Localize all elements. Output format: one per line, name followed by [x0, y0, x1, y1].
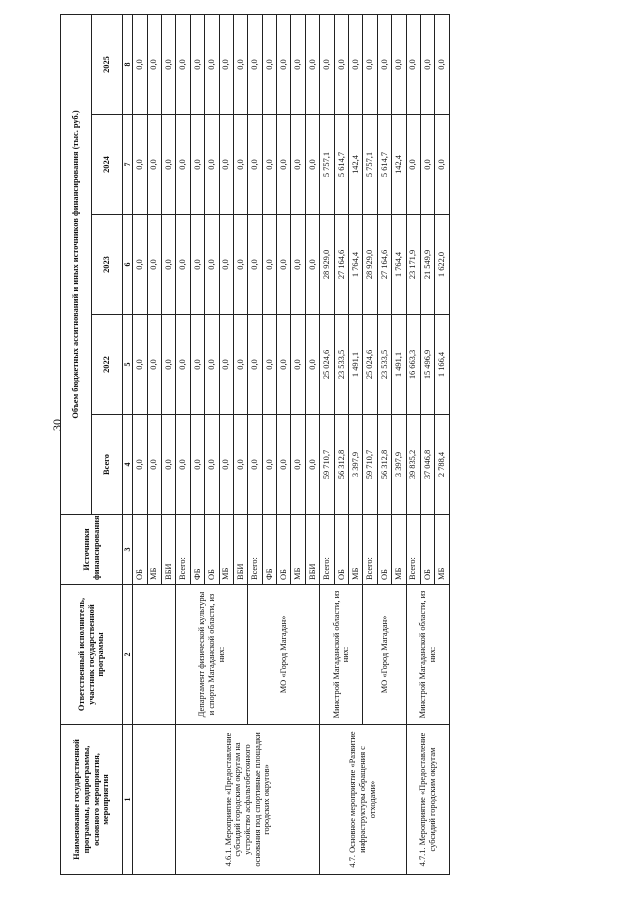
value-cell: 23 171,9 — [406, 215, 420, 315]
value-cell: 0,0 — [190, 415, 204, 515]
source-cell: МБ — [219, 515, 233, 585]
value-cell: 27 164,6 — [377, 215, 391, 315]
value-cell: 0,0 — [147, 415, 161, 515]
value-cell: 0,0 — [176, 115, 190, 215]
value-cell: 0,0 — [291, 315, 305, 415]
value-cell: 0,0 — [406, 15, 420, 115]
executor-cell: МО «Город Магадан» — [248, 585, 320, 725]
executor-cell: МО «Город Магадан» — [363, 585, 406, 725]
value-cell: 3 397,9 — [392, 415, 406, 515]
value-cell: 5 757,1 — [363, 115, 377, 215]
value-cell: 0,0 — [305, 15, 319, 115]
value-cell: 2 788,4 — [435, 415, 449, 515]
value-cell: 3 397,9 — [349, 415, 363, 515]
value-cell: 0,0 — [176, 15, 190, 115]
value-cell: 56 312,8 — [334, 415, 348, 515]
value-cell: 0,0 — [421, 15, 435, 115]
value-cell: 0,0 — [291, 15, 305, 115]
source-cell: ОБ — [377, 515, 391, 585]
value-cell: 142,4 — [392, 115, 406, 215]
page-number: 30 — [50, 419, 64, 431]
value-cell: 0,0 — [421, 115, 435, 215]
value-cell: 0,0 — [219, 215, 233, 315]
header-source: Источники финансирования — [61, 515, 123, 585]
source-cell: МБ — [291, 515, 305, 585]
source-cell: ОБ — [421, 515, 435, 585]
value-cell: 5 614,7 — [334, 115, 348, 215]
table-row — [176, 15, 190, 875]
column-index: 1 — [123, 725, 133, 875]
value-cell: 0,0 — [161, 115, 175, 215]
value-cell: 0,0 — [133, 215, 147, 315]
source-cell: Всего: — [320, 515, 334, 585]
header-executor: Ответственный исполнитель, участник государственной программы — [61, 585, 123, 725]
value-cell: 0,0 — [133, 115, 147, 215]
value-cell: 0,0 — [147, 15, 161, 115]
header-volume: Объем бюджетных ассигнований и иных источников финансирования (тыс. руб.) — [61, 15, 92, 515]
value-cell: 0,0 — [161, 415, 175, 515]
value-cell: 59 710,7 — [363, 415, 377, 515]
executor-cell — [133, 585, 176, 725]
value-cell: 0,0 — [248, 215, 262, 315]
value-cell: 25 024,6 — [320, 315, 334, 415]
value-cell: 0,0 — [219, 415, 233, 515]
value-cell: 5 614,7 — [377, 115, 391, 215]
value-cell: 0,0 — [291, 215, 305, 315]
value-cell: 0,0 — [219, 15, 233, 115]
column-index: 7 — [123, 115, 133, 215]
source-cell: ФБ — [190, 515, 204, 585]
value-cell: 0,0 — [176, 315, 190, 415]
table-row — [406, 15, 420, 875]
value-cell: 0,0 — [248, 415, 262, 515]
source-cell: Всего: — [406, 515, 420, 585]
value-cell: 0,0 — [161, 215, 175, 315]
source-cell: ВБИ — [233, 515, 247, 585]
value-cell: 0,0 — [406, 115, 420, 215]
value-cell: 0,0 — [233, 315, 247, 415]
value-cell: 15 496,9 — [421, 315, 435, 415]
value-cell: 0,0 — [349, 15, 363, 115]
value-cell: 0,0 — [262, 15, 276, 115]
value-cell: 1 622,0 — [435, 215, 449, 315]
value-cell: 28 929,0 — [363, 215, 377, 315]
value-cell: 0,0 — [147, 315, 161, 415]
value-cell: 0,0 — [277, 315, 291, 415]
source-cell: МБ — [147, 515, 161, 585]
value-cell: 0,0 — [305, 415, 319, 515]
value-cell: 0,0 — [262, 115, 276, 215]
value-cell: 0,0 — [262, 415, 276, 515]
source-cell: ФБ — [262, 515, 276, 585]
value-cell: 0,0 — [147, 115, 161, 215]
value-cell: 21 549,9 — [421, 215, 435, 315]
value-cell: 0,0 — [205, 215, 219, 315]
value-cell: 0,0 — [233, 215, 247, 315]
value-cell: 0,0 — [291, 415, 305, 515]
source-cell: Всего: — [248, 515, 262, 585]
value-cell: 0,0 — [248, 15, 262, 115]
header-year: 2022 — [92, 315, 123, 415]
value-cell: 0,0 — [377, 15, 391, 115]
executor-cell: Минстрой Магаданской области, из них: — [406, 585, 449, 725]
value-cell: 0,0 — [277, 415, 291, 515]
column-index: 6 — [123, 215, 133, 315]
value-cell: 0,0 — [305, 315, 319, 415]
value-cell: 0,0 — [277, 15, 291, 115]
source-cell: Всего: — [176, 515, 190, 585]
value-cell: 0,0 — [205, 15, 219, 115]
value-cell: 0,0 — [190, 315, 204, 415]
source-cell: ОБ — [277, 515, 291, 585]
value-cell: 1 764,4 — [349, 215, 363, 315]
header-year: 2023 — [92, 215, 123, 315]
value-cell: 0,0 — [277, 215, 291, 315]
value-cell: 0,0 — [435, 115, 449, 215]
value-cell: 0,0 — [133, 15, 147, 115]
value-cell: 1 491,1 — [392, 315, 406, 415]
column-index: 8 — [123, 15, 133, 115]
header-year: 2025 — [92, 15, 123, 115]
value-cell: 0,0 — [205, 415, 219, 515]
table-row — [320, 15, 334, 875]
program-name-cell — [133, 725, 176, 875]
financing-table — [60, 14, 450, 875]
column-index: 2 — [123, 585, 133, 725]
value-cell: 0,0 — [176, 415, 190, 515]
value-cell: 0,0 — [219, 315, 233, 415]
value-cell: 1 491,1 — [349, 315, 363, 415]
value-cell: 27 164,6 — [334, 215, 348, 315]
source-cell: МБ — [349, 515, 363, 585]
value-cell: 16 663,3 — [406, 315, 420, 415]
value-cell: 0,0 — [205, 315, 219, 415]
value-cell: 1 764,4 — [392, 215, 406, 315]
value-cell: 23 533,5 — [334, 315, 348, 415]
executor-cell: Департамент физической культуры и спорта Магаданской области, из них: — [176, 585, 248, 725]
value-cell: 0,0 — [233, 15, 247, 115]
value-cell: 56 312,8 — [377, 415, 391, 515]
value-cell: 0,0 — [161, 315, 175, 415]
value-cell: 0,0 — [219, 115, 233, 215]
executor-cell: Минстрой Магаданской области, из них: — [320, 585, 363, 725]
source-cell: ОБ — [334, 515, 348, 585]
program-name-cell: 4.6.1. Мероприятие «Предоставление субсидий городским округам на устройство асфальтобетонного основания под спортивные площадки городских округов» — [176, 725, 320, 875]
value-cell: 0,0 — [190, 215, 204, 315]
header-year: 2024 — [92, 115, 123, 215]
header-year: Всего — [92, 415, 123, 515]
value-cell: 0,0 — [262, 215, 276, 315]
program-name-cell: 4.7.1. Мероприятие «Предоставление субсидий городским округам — [406, 725, 449, 875]
value-cell: 0,0 — [334, 15, 348, 115]
value-cell: 0,0 — [248, 115, 262, 215]
value-cell: 5 757,1 — [320, 115, 334, 215]
source-cell: ВБИ — [161, 515, 175, 585]
value-cell: 0,0 — [305, 215, 319, 315]
value-cell: 37 046,8 — [421, 415, 435, 515]
value-cell: 0,0 — [176, 215, 190, 315]
value-cell: 0,0 — [190, 15, 204, 115]
value-cell: 142,4 — [349, 115, 363, 215]
value-cell: 0,0 — [291, 115, 305, 215]
source-cell: Всего: — [363, 515, 377, 585]
value-cell: 23 533,5 — [377, 315, 391, 415]
value-cell: 0,0 — [305, 115, 319, 215]
value-cell: 39 835,2 — [406, 415, 420, 515]
value-cell: 0,0 — [190, 115, 204, 215]
value-cell: 0,0 — [161, 15, 175, 115]
value-cell: 1 166,4 — [435, 315, 449, 415]
source-cell: МБ — [392, 515, 406, 585]
table-row — [133, 15, 147, 875]
column-index: 3 — [123, 515, 133, 585]
value-cell: 0,0 — [205, 115, 219, 215]
source-cell: МБ — [435, 515, 449, 585]
source-cell: ОБ — [133, 515, 147, 585]
value-cell: 0,0 — [133, 315, 147, 415]
value-cell: 0,0 — [147, 215, 161, 315]
source-cell: ОБ — [205, 515, 219, 585]
value-cell: 0,0 — [392, 15, 406, 115]
column-index: 5 — [123, 315, 133, 415]
value-cell: 0,0 — [363, 15, 377, 115]
value-cell: 0,0 — [277, 115, 291, 215]
source-cell: ВБИ — [305, 515, 319, 585]
column-index: 4 — [123, 415, 133, 515]
value-cell: 0,0 — [435, 15, 449, 115]
program-name-cell: 4.7. Основное мероприятие «Развитие инфраструктуры обращения с отходами» — [320, 725, 406, 875]
rotated-page — [60, 15, 590, 875]
value-cell: 0,0 — [233, 415, 247, 515]
value-cell: 28 929,0 — [320, 215, 334, 315]
value-cell: 0,0 — [262, 315, 276, 415]
value-cell: 25 024,6 — [363, 315, 377, 415]
value-cell: 0,0 — [248, 315, 262, 415]
value-cell: 59 710,7 — [320, 415, 334, 515]
value-cell: 0,0 — [320, 15, 334, 115]
value-cell: 0,0 — [233, 115, 247, 215]
header-program-name: Наименование государственной программы, подпрограммы, основного мероприятия, мероприятия — [61, 725, 123, 875]
value-cell: 0,0 — [133, 415, 147, 515]
